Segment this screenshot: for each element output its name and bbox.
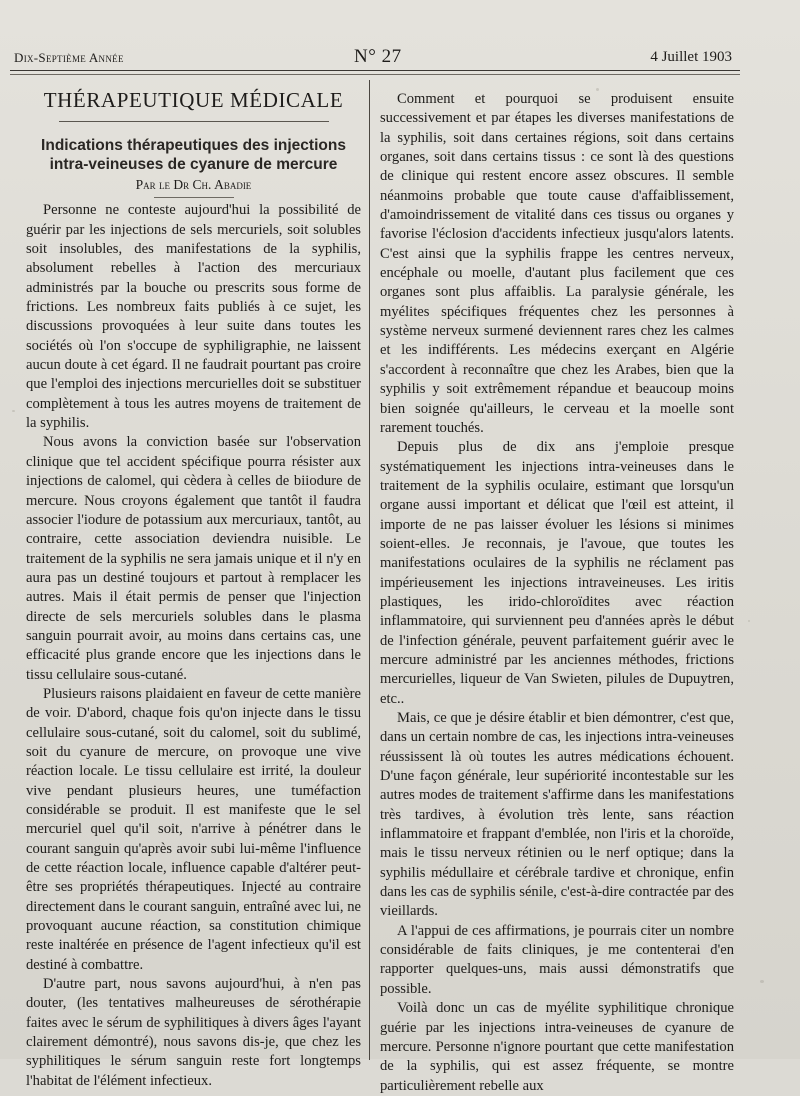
paragraph-left-3: Plusieurs raisons plaidaient en faveur de cette manière de voir. D'abord, chaque fois qu'on injecte dans le tissu cellulaire sous-cutané, soit du calomel, soit du sublimé, soit du cyanure de mercure, on provoque une vive réaction locale. Le tissu cellulaire est irrité, la douleur vive pendant plusieurs heures, une tuméfaction considérable se produit. Il est manifeste que le sel mercuriel quel qu'il soit, n'arrive à pénétrer dans le courant sanguin qu'après avoir subi lui-même l'influence de cette réaction locale, influence capable d'altérer peut-être ses propriétés thérapeutiques. Injecté au contraire directement dans le courant sanguin, entraîné avec lui, ne provoquant aucune réaction, sa constitution chimique reste inaltérée en présence de l'agent infectieux qu'il est destiné à combattre. [26, 685, 361, 973]
paper-speck [748, 620, 750, 622]
paper-speck [596, 88, 599, 91]
paragraph-right-1: Comment et pourquoi se produisent ensuite successivement et par étapes les diverses manifestations de la syphilis, soit dans certaines régions, soit dans certains organes, soit dans certains tissus : ce sont là des questions de clinique qui restent encore assez obscures. Il semble néanmoins probable que toute cause d'affaiblissement, d'amoindrissement de vitalité dans ces tissus ou organes y favorise l'éclosion d'accidents infectieux jusqu'alors latents. C'est ainsi que la syphilis frappe les centres nerveux, encéphale ou moelle, d'autant plus facilement que ces organes sont plus affaiblis. La paralysie générale, les myélites spécifiques fréquentes chez les personnes à système nerveux surmené deviennent rares chez les calmes et les indifférents. Les médecins exerçant en Algérie s'accordent à reconnaître que chez les Arabes, bien que la syphilis y soit extrêmement répandue et beaucoup moins bien soignée qu'ailleurs, le cerveau et la moelle sont rarement touchés. [380, 91, 734, 436]
paragraph-left-1: Personne ne conteste aujourd'hui la possibilité de guérir par les injections de sels mercuriels, soit solubles soit insolubles, des manifestations de la syphilis, absolument rebelles à l'action des mercuriaux administrés par la bouche ou prescrits sous forme de frictions. Les nombreux faits publiés à ce sujet, les discussions provoquées à leur suite dans toutes les sociétés où l'on s'occupe de syphiligraphie, ne laissent aucun doute à cet égard. Il ne faudrait pourtant pas croire que l'emploi des injections mercurielles doit se substituer complètement à tous les autres moyens de traitement de la syphilis. [26, 202, 361, 432]
paragraph-right-3: Mais, ce que je désire établir et bien démontrer, c'est que, dans un certain nombre de cas, les injections intra-veineuses réussissent là où toutes les autres médications échouent. D'une façon générale, leur supériorité incontestable sur les autres modes de traitement s'affirme dans les manifestations très tardives, à évolution très lente, sans réaction inflammatoire et frappant d'emblée, non l'iris et la choroïde, mais le tissu nerveux rétinien ou le nerf optique; dans la syphilis médullaire et cérébrale tardive et chronique, enfin dans les cas de syphilis sénile, c'est-à-dire contractée par des vieillards. [380, 710, 734, 920]
issue-number: N° 27 [354, 46, 402, 67]
running-head [14, 46, 730, 70]
paper-speck [12, 410, 15, 412]
column-divider [369, 80, 370, 1060]
section-title: THÉRAPEUTIQUE MÉDICALE [43, 88, 344, 112]
article-title [26, 136, 361, 174]
paragraph-left-4: D'autre part, nous savons aujourd'hui, à n'en pas douter, (les tentatives malheureuses de sérothérapie faites avec le sérum de syphilitiques à divers âges l'ayant clairement démontré), nous savons dis-je, que chez les syphilitiques le sérum sanguin reste fort longtemps l'habitat de l'élément infectieux. [26, 976, 361, 1089]
header-rule-thin [10, 74, 740, 75]
left-column [26, 80, 361, 1091]
section-title-rule [59, 121, 329, 132]
paragraph-right-4: A l'appui de ces affirmations, je pourrais citer un nombre considérable de faits cliniques, je me contenterai d'en rapporter quelques-uns, mais aussi démonstratifs que possible. [380, 922, 734, 997]
right-column [380, 90, 734, 1096]
volume-year: Dix-Septième Année [14, 50, 124, 65]
byline-rule [154, 197, 234, 198]
byline: Par le Dr Ch. Abadie [135, 177, 252, 192]
paragraph-right-5: Voilà donc un cas de myélite syphilitique chronique guérie par les injections intra-veineuses de cyanure de mercure. Personne n'ignore pourtant que cette manifestation de la syphilis, qui est assez fréquente, se montre particulièrement rebelle aux [380, 1000, 734, 1094]
header-rule [10, 70, 740, 71]
paragraph-right-2: Depuis plus de dix ans j'emploie presque systématiquement les injections intra-veineuses dans le traitement de la syphilis oculaire, estimant que lorsqu'un organe aussi important et délicat que l'œil est atteint, il importe de ne pas laisser évoluer les lésions si minimes soient-elles. Je reconnais, je l'avoue, que toutes les manifestations oculaires de la syphilis ne réclament pas impérieusement les injections intraveineuses. Les iritis plastiques, les irido-chloroïdites avec réaction inflammatoire, qui surviennent peu d'années après le début de l'infection générale, peuvent parfaitement guérir avec le mercure administré par les anciennes méthodes, frictions mercurielles, liqueur de Van Swieten, pilules de Dupuytren, etc.. [380, 439, 734, 707]
article-title-line-1: Indications thérapeutiques des injections [41, 137, 346, 154]
paragraph-left-2: Nous avons la conviction basée sur l'observation clinique que tel accident spécifique pourra résister aux injections de calomel, qui cèdera à celles de biiodure de mercure. Nous croyons également que tantôt il faudra associer l'iodure de potassium aux mercuriaux, tantôt, au contraire, cette association deviendra nuisible. Le traitement de la syphilis ne sera jamais unique et il n'y en aura pas un destiné toujours et partout à remplacer les autres. Mais il était permis de penser que l'injection directe de sels mercuriels solubles dans le plasma sanguin pourrait avoir, au moins dans certains cas, une efficacité plus grande encore que les injections dans le tissu cellulaire sous-cutané. [26, 434, 361, 683]
paper-speck [760, 980, 764, 983]
issue-date: 4 Juillet 1903 [650, 49, 732, 65]
article-title-line-2: intra-veineuses de cyanure de mercure [49, 156, 338, 173]
